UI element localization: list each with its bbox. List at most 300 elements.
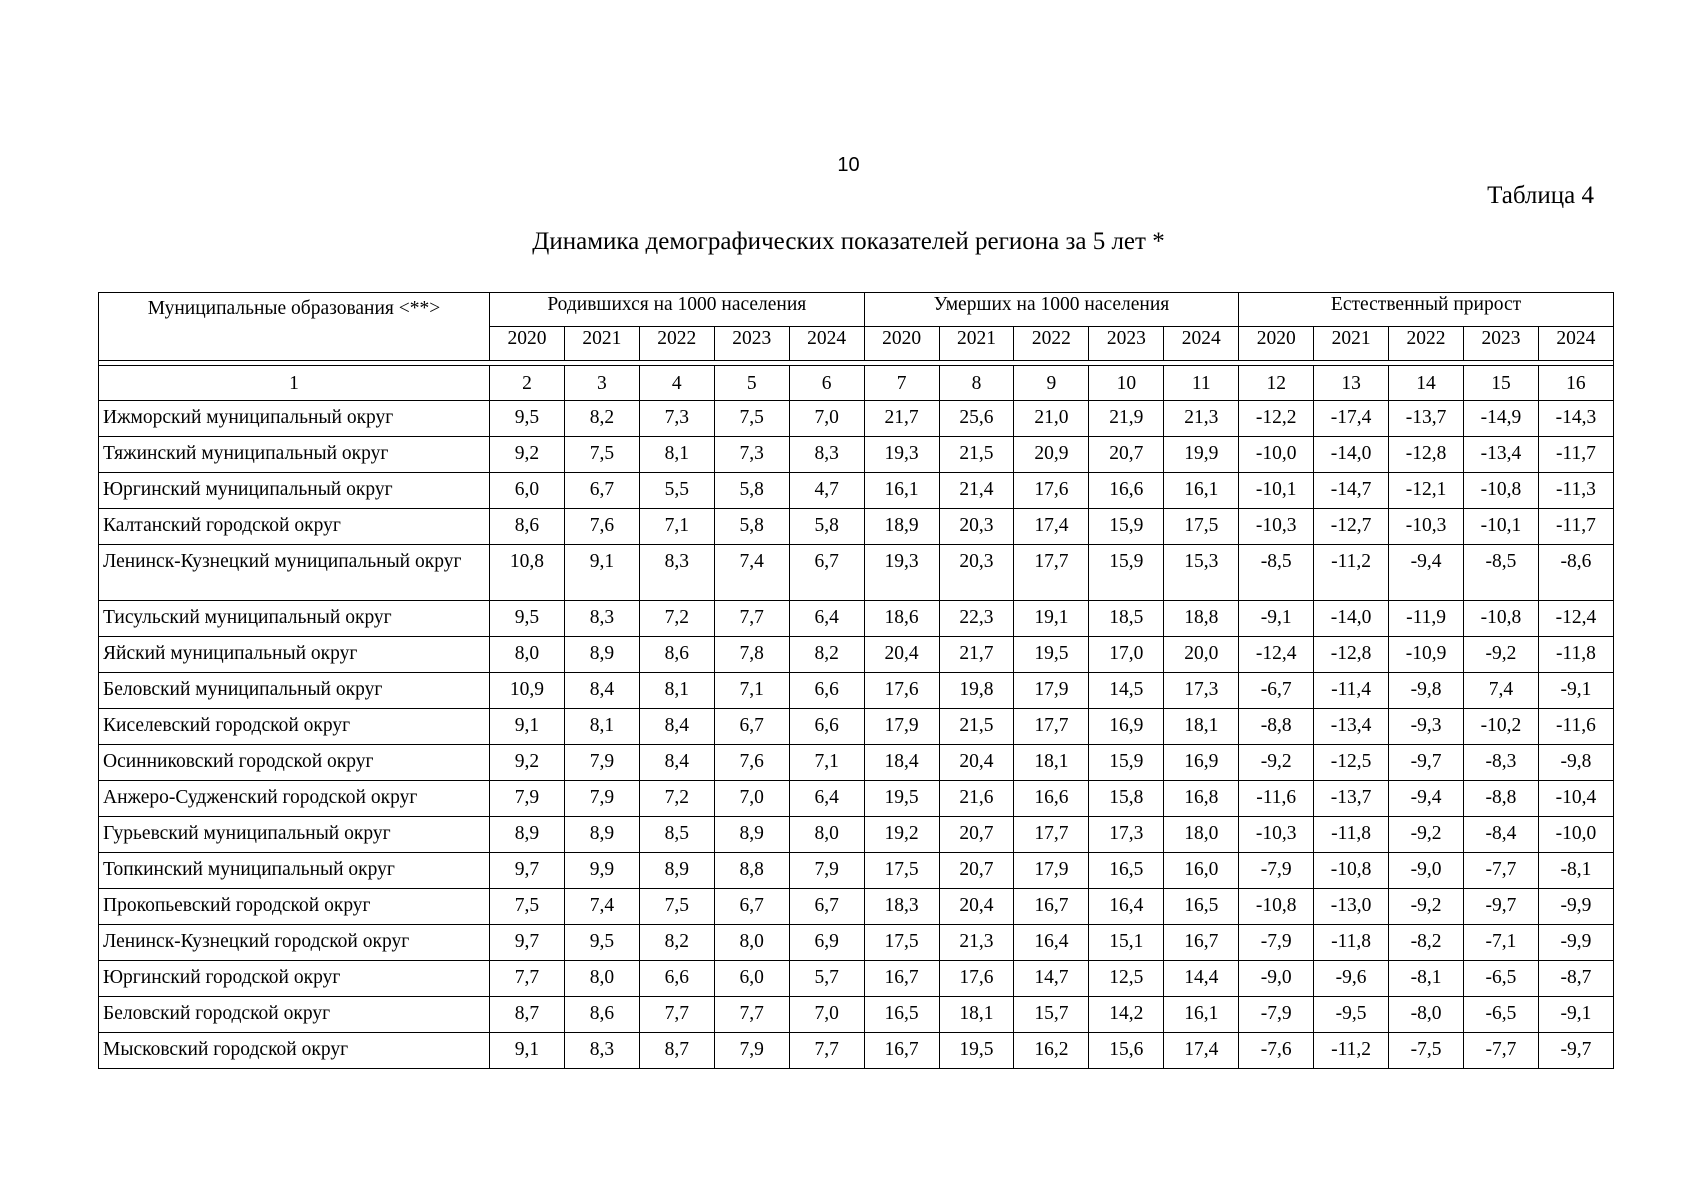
municipality-name-cell: Тисульский муниципальный округ xyxy=(99,601,490,637)
value-cell: -7,9 xyxy=(1239,925,1314,961)
value-cell: -8,1 xyxy=(1389,961,1464,997)
value-cell: -9,5 xyxy=(1314,997,1389,1033)
value-cell: -10,3 xyxy=(1389,509,1464,545)
column-number-cell: 6 xyxy=(789,366,864,401)
table-row xyxy=(99,961,1614,997)
value-cell: 19,9 xyxy=(1164,437,1239,473)
value-cell: 8,4 xyxy=(639,745,714,781)
header-year-cell: 2023 xyxy=(1464,327,1539,361)
value-cell: 7,6 xyxy=(564,509,639,545)
value-cell: 8,7 xyxy=(490,997,565,1033)
value-cell: 15,9 xyxy=(1089,509,1164,545)
municipality-name-cell: Беловский городской округ xyxy=(99,997,490,1033)
value-cell: -13,0 xyxy=(1314,889,1389,925)
value-cell: 7,1 xyxy=(639,509,714,545)
value-cell: 16,6 xyxy=(1014,781,1089,817)
municipality-name-cell: Прокопьевский городской округ xyxy=(99,889,490,925)
table-label: Таблица 4 xyxy=(1487,182,1594,209)
header-year-cell: 2024 xyxy=(789,327,864,361)
header-year-cell: 2024 xyxy=(1538,327,1613,361)
value-cell: 7,0 xyxy=(714,781,789,817)
value-cell: -11,3 xyxy=(1538,473,1613,509)
table-row xyxy=(99,673,1614,709)
value-cell: -13,7 xyxy=(1389,401,1464,437)
value-cell: 8,1 xyxy=(639,437,714,473)
value-cell: 17,4 xyxy=(1164,1033,1239,1069)
value-cell: -12,8 xyxy=(1314,637,1389,673)
value-cell: 8,3 xyxy=(564,1033,639,1069)
value-cell: -9,0 xyxy=(1239,961,1314,997)
value-cell: 21,5 xyxy=(939,437,1014,473)
header-year-cell: 2020 xyxy=(1239,327,1314,361)
value-cell: -9,7 xyxy=(1464,889,1539,925)
value-cell: -12,1 xyxy=(1389,473,1464,509)
value-cell: 8,2 xyxy=(789,637,864,673)
value-cell: -8,5 xyxy=(1464,545,1539,601)
column-number-cell: 9 xyxy=(1014,366,1089,401)
value-cell: 16,1 xyxy=(864,473,939,509)
value-cell: -6,7 xyxy=(1239,673,1314,709)
value-cell: 6,4 xyxy=(789,601,864,637)
value-cell: -10,1 xyxy=(1239,473,1314,509)
value-cell: -10,0 xyxy=(1239,437,1314,473)
value-cell: -8,8 xyxy=(1239,709,1314,745)
value-cell: -10,4 xyxy=(1538,781,1613,817)
value-cell: -8,3 xyxy=(1464,745,1539,781)
value-cell: -7,5 xyxy=(1389,1033,1464,1069)
column-number-cell: 7 xyxy=(864,366,939,401)
value-cell: 8,0 xyxy=(490,637,565,673)
column-number-cell: 10 xyxy=(1089,366,1164,401)
value-cell: 6,7 xyxy=(714,709,789,745)
value-cell: 6,7 xyxy=(789,889,864,925)
header-year-cell: 2022 xyxy=(639,327,714,361)
value-cell: 8,1 xyxy=(639,673,714,709)
value-cell: -7,1 xyxy=(1464,925,1539,961)
header-births-group: Родившихся на 1000 населения xyxy=(490,293,865,327)
value-cell: -14,7 xyxy=(1314,473,1389,509)
value-cell: 8,7 xyxy=(639,1033,714,1069)
value-cell: 16,9 xyxy=(1164,745,1239,781)
value-cell: 21,9 xyxy=(1089,401,1164,437)
value-cell: 16,6 xyxy=(1089,473,1164,509)
municipality-name-cell: Осинниковский городской округ xyxy=(99,745,490,781)
municipality-name-cell: Анжеро-Судженский городской округ xyxy=(99,781,490,817)
value-cell: -11,8 xyxy=(1314,817,1389,853)
value-cell: -14,0 xyxy=(1314,601,1389,637)
value-cell: -11,4 xyxy=(1314,673,1389,709)
header-growth-group: Естественный прирост xyxy=(1239,293,1614,327)
value-cell: -10,1 xyxy=(1464,509,1539,545)
value-cell: 9,7 xyxy=(490,925,565,961)
value-cell: -7,7 xyxy=(1464,1033,1539,1069)
value-cell: -11,2 xyxy=(1314,545,1389,601)
value-cell: 19,5 xyxy=(939,1033,1014,1069)
value-cell: 9,5 xyxy=(490,401,565,437)
value-cell: 20,7 xyxy=(939,853,1014,889)
value-cell: 20,7 xyxy=(1089,437,1164,473)
value-cell: 21,0 xyxy=(1014,401,1089,437)
value-cell: -6,5 xyxy=(1464,997,1539,1033)
value-cell: 8,3 xyxy=(789,437,864,473)
value-cell: -9,2 xyxy=(1464,637,1539,673)
column-number-cell: 12 xyxy=(1239,366,1314,401)
value-cell: -9,6 xyxy=(1314,961,1389,997)
table-row xyxy=(99,925,1614,961)
municipality-name-cell: Беловский муниципальный округ xyxy=(99,673,490,709)
value-cell: -11,6 xyxy=(1239,781,1314,817)
value-cell: 9,7 xyxy=(490,853,565,889)
table-row xyxy=(99,853,1614,889)
value-cell: 5,5 xyxy=(639,473,714,509)
value-cell: 6,0 xyxy=(490,473,565,509)
value-cell: -9,7 xyxy=(1538,1033,1613,1069)
value-cell: 14,4 xyxy=(1164,961,1239,997)
table-row xyxy=(99,817,1614,853)
value-cell: 21,6 xyxy=(939,781,1014,817)
value-cell: 10,8 xyxy=(490,545,565,601)
value-cell: 16,7 xyxy=(1164,925,1239,961)
value-cell: 9,2 xyxy=(490,745,565,781)
value-cell: 8,9 xyxy=(564,637,639,673)
header-row-column-numbers xyxy=(99,366,1614,401)
value-cell: 5,8 xyxy=(714,509,789,545)
value-cell: 7,4 xyxy=(1464,673,1539,709)
header-municipal: Муниципальные образования <**> xyxy=(99,293,490,361)
value-cell: 7,8 xyxy=(714,637,789,673)
value-cell: 19,3 xyxy=(864,545,939,601)
municipality-name-cell: Юргинский муниципальный округ xyxy=(99,473,490,509)
value-cell: 25,6 xyxy=(939,401,1014,437)
value-cell: -9,3 xyxy=(1389,709,1464,745)
value-cell: 7,7 xyxy=(490,961,565,997)
table-row xyxy=(99,601,1614,637)
value-cell: -8,6 xyxy=(1538,545,1613,601)
header-row-groups xyxy=(99,293,1614,327)
value-cell: 14,7 xyxy=(1014,961,1089,997)
value-cell: -8,4 xyxy=(1464,817,1539,853)
value-cell: 16,5 xyxy=(1089,853,1164,889)
value-cell: 18,5 xyxy=(1089,601,1164,637)
value-cell: 12,5 xyxy=(1089,961,1164,997)
value-cell: -9,7 xyxy=(1389,745,1464,781)
value-cell: 5,8 xyxy=(789,509,864,545)
table-row xyxy=(99,545,1614,601)
value-cell: 16,0 xyxy=(1164,853,1239,889)
value-cell: 17,3 xyxy=(1089,817,1164,853)
header-year-cell: 2022 xyxy=(1014,327,1089,361)
value-cell: 17,0 xyxy=(1089,637,1164,673)
municipality-name-cell: Ленинск-Кузнецкий городской округ xyxy=(99,925,490,961)
value-cell: 9,2 xyxy=(490,437,565,473)
value-cell: 7,3 xyxy=(639,401,714,437)
value-cell: 14,2 xyxy=(1089,997,1164,1033)
value-cell: 7,1 xyxy=(789,745,864,781)
municipality-name-cell: Мысковский городской округ xyxy=(99,1033,490,1069)
value-cell: -14,9 xyxy=(1464,401,1539,437)
value-cell: -11,7 xyxy=(1538,437,1613,473)
column-number-cell: 2 xyxy=(490,366,565,401)
value-cell: 18,6 xyxy=(864,601,939,637)
value-cell: -10,8 xyxy=(1314,853,1389,889)
value-cell: 7,9 xyxy=(490,781,565,817)
value-cell: -11,7 xyxy=(1538,509,1613,545)
value-cell: 16,4 xyxy=(1089,889,1164,925)
table-row xyxy=(99,509,1614,545)
value-cell: -8,1 xyxy=(1538,853,1613,889)
value-cell: 20,3 xyxy=(939,509,1014,545)
header-year-cell: 2024 xyxy=(1164,327,1239,361)
value-cell: 20,4 xyxy=(939,745,1014,781)
page-number: 10 xyxy=(837,154,860,176)
value-cell: -7,6 xyxy=(1239,1033,1314,1069)
value-cell: 5,8 xyxy=(714,473,789,509)
column-number-cell: 4 xyxy=(639,366,714,401)
value-cell: -8,2 xyxy=(1389,925,1464,961)
value-cell: 14,5 xyxy=(1089,673,1164,709)
table-row xyxy=(99,437,1614,473)
value-cell: 7,1 xyxy=(714,673,789,709)
value-cell: 9,5 xyxy=(564,925,639,961)
header-deaths-group: Умерших на 1000 населения xyxy=(864,293,1239,327)
value-cell: -8,7 xyxy=(1538,961,1613,997)
header-year-cell: 2020 xyxy=(864,327,939,361)
table-row xyxy=(99,889,1614,925)
value-cell: -9,1 xyxy=(1538,997,1613,1033)
value-cell: -9,1 xyxy=(1538,673,1613,709)
table-title: Динамика демографических показателей региона за 5 лет * xyxy=(532,228,1165,255)
value-cell: -9,2 xyxy=(1389,817,1464,853)
value-cell: 8,6 xyxy=(564,997,639,1033)
municipality-name-cell: Юргинский городской округ xyxy=(99,961,490,997)
value-cell: 18,1 xyxy=(1164,709,1239,745)
value-cell: 17,9 xyxy=(1014,673,1089,709)
value-cell: 8,3 xyxy=(564,601,639,637)
value-cell: 15,7 xyxy=(1014,997,1089,1033)
municipality-name-cell: Ижморский муниципальный округ xyxy=(99,401,490,437)
value-cell: 18,3 xyxy=(864,889,939,925)
value-cell: 9,1 xyxy=(490,1033,565,1069)
table-row xyxy=(99,637,1614,673)
value-cell: 7,2 xyxy=(639,601,714,637)
value-cell: 21,3 xyxy=(939,925,1014,961)
value-cell: 8,9 xyxy=(714,817,789,853)
value-cell: 15,6 xyxy=(1089,1033,1164,1069)
header-year-cell: 2022 xyxy=(1389,327,1464,361)
value-cell: 17,5 xyxy=(1164,509,1239,545)
value-cell: 19,5 xyxy=(1014,637,1089,673)
value-cell: 15,9 xyxy=(1089,545,1164,601)
value-cell: -10,9 xyxy=(1389,637,1464,673)
value-cell: 7,5 xyxy=(564,437,639,473)
value-cell: -11,8 xyxy=(1538,637,1613,673)
municipality-name-cell: Калтанский городской округ xyxy=(99,509,490,545)
value-cell: 17,5 xyxy=(864,853,939,889)
value-cell: 8,6 xyxy=(490,509,565,545)
value-cell: 7,3 xyxy=(714,437,789,473)
value-cell: -9,9 xyxy=(1538,889,1613,925)
municipality-name-cell: Ленинск-Кузнецкий муниципальный округ xyxy=(99,545,490,601)
value-cell: 9,1 xyxy=(490,709,565,745)
value-cell: 8,6 xyxy=(639,637,714,673)
value-cell: 18,4 xyxy=(864,745,939,781)
value-cell: 16,5 xyxy=(864,997,939,1033)
value-cell: 8,0 xyxy=(789,817,864,853)
value-cell: 19,3 xyxy=(864,437,939,473)
value-cell: 6,9 xyxy=(789,925,864,961)
value-cell: 7,0 xyxy=(789,997,864,1033)
value-cell: 6,6 xyxy=(639,961,714,997)
value-cell: 8,5 xyxy=(639,817,714,853)
table-body xyxy=(99,293,1614,1069)
value-cell: -9,0 xyxy=(1389,853,1464,889)
value-cell: -10,8 xyxy=(1239,889,1314,925)
value-cell: 9,9 xyxy=(564,853,639,889)
table-row xyxy=(99,781,1614,817)
header-year-cell: 2020 xyxy=(490,327,565,361)
value-cell: 6,6 xyxy=(789,709,864,745)
value-cell: 7,9 xyxy=(789,853,864,889)
value-cell: 15,1 xyxy=(1089,925,1164,961)
value-cell: 18,9 xyxy=(864,509,939,545)
value-cell: -13,4 xyxy=(1464,437,1539,473)
table-row xyxy=(99,1033,1614,1069)
column-number-cell: 5 xyxy=(714,366,789,401)
value-cell: 8,9 xyxy=(564,817,639,853)
value-cell: 17,3 xyxy=(1164,673,1239,709)
value-cell: 20,4 xyxy=(864,637,939,673)
value-cell: -9,4 xyxy=(1389,781,1464,817)
value-cell: -9,8 xyxy=(1538,745,1613,781)
value-cell: 19,2 xyxy=(864,817,939,853)
value-cell: -10,0 xyxy=(1538,817,1613,853)
value-cell: 16,7 xyxy=(1014,889,1089,925)
column-number-cell: 13 xyxy=(1314,366,1389,401)
value-cell: 6,7 xyxy=(564,473,639,509)
value-cell: -10,8 xyxy=(1464,473,1539,509)
column-number-cell: 1 xyxy=(99,366,490,401)
value-cell: 8,1 xyxy=(564,709,639,745)
value-cell: 17,6 xyxy=(939,961,1014,997)
value-cell: -9,8 xyxy=(1389,673,1464,709)
value-cell: -7,9 xyxy=(1239,997,1314,1033)
value-cell: 16,7 xyxy=(864,1033,939,1069)
value-cell: -10,3 xyxy=(1239,509,1314,545)
value-cell: 7,7 xyxy=(714,997,789,1033)
value-cell: -11,2 xyxy=(1314,1033,1389,1069)
value-cell: 8,2 xyxy=(639,925,714,961)
header-year-cell: 2021 xyxy=(564,327,639,361)
value-cell: -8,0 xyxy=(1389,997,1464,1033)
value-cell: 21,3 xyxy=(1164,401,1239,437)
value-cell: -9,1 xyxy=(1239,601,1314,637)
value-cell: 18,0 xyxy=(1164,817,1239,853)
value-cell: 7,9 xyxy=(564,781,639,817)
value-cell: 8,8 xyxy=(714,853,789,889)
value-cell: 21,7 xyxy=(864,401,939,437)
value-cell: 7,5 xyxy=(639,889,714,925)
value-cell: -8,8 xyxy=(1464,781,1539,817)
value-cell: 8,0 xyxy=(564,961,639,997)
value-cell: 16,5 xyxy=(1164,889,1239,925)
value-cell: 17,6 xyxy=(864,673,939,709)
header-year-cell: 2021 xyxy=(939,327,1014,361)
municipality-name-cell: Яйский муниципальный округ xyxy=(99,637,490,673)
value-cell: 7,9 xyxy=(714,1033,789,1069)
value-cell: 4,7 xyxy=(789,473,864,509)
value-cell: 8,3 xyxy=(639,545,714,601)
value-cell: 6,7 xyxy=(714,889,789,925)
value-cell: -12,5 xyxy=(1314,745,1389,781)
value-cell: 18,8 xyxy=(1164,601,1239,637)
value-cell: -9,2 xyxy=(1239,745,1314,781)
value-cell: -13,4 xyxy=(1314,709,1389,745)
value-cell: 17,7 xyxy=(1014,709,1089,745)
value-cell: -12,8 xyxy=(1389,437,1464,473)
value-cell: 17,9 xyxy=(864,709,939,745)
value-cell: -10,2 xyxy=(1464,709,1539,745)
header-year-cell: 2023 xyxy=(1089,327,1164,361)
value-cell: -7,7 xyxy=(1464,853,1539,889)
value-cell: -12,7 xyxy=(1314,509,1389,545)
value-cell: 20,9 xyxy=(1014,437,1089,473)
value-cell: -7,9 xyxy=(1239,853,1314,889)
value-cell: 8,4 xyxy=(564,673,639,709)
header-year-cell: 2023 xyxy=(714,327,789,361)
value-cell: 19,8 xyxy=(939,673,1014,709)
table-row xyxy=(99,745,1614,781)
value-cell: 7,4 xyxy=(714,545,789,601)
value-cell: 17,6 xyxy=(1014,473,1089,509)
value-cell: 18,1 xyxy=(939,997,1014,1033)
column-number-cell: 8 xyxy=(939,366,1014,401)
value-cell: -10,8 xyxy=(1464,601,1539,637)
value-cell: -11,8 xyxy=(1314,925,1389,961)
value-cell: -12,4 xyxy=(1538,601,1613,637)
column-number-cell: 14 xyxy=(1389,366,1464,401)
value-cell: 19,5 xyxy=(864,781,939,817)
value-cell: -11,6 xyxy=(1538,709,1613,745)
value-cell: 8,9 xyxy=(639,853,714,889)
value-cell: 19,1 xyxy=(1014,601,1089,637)
value-cell: 16,1 xyxy=(1164,473,1239,509)
value-cell: 7,4 xyxy=(564,889,639,925)
value-cell: -13,7 xyxy=(1314,781,1389,817)
value-cell: 8,4 xyxy=(639,709,714,745)
municipality-name-cell: Киселевский городской округ xyxy=(99,709,490,745)
value-cell: -6,5 xyxy=(1464,961,1539,997)
value-cell: 15,9 xyxy=(1089,745,1164,781)
value-cell: 20,7 xyxy=(939,817,1014,853)
value-cell: 7,0 xyxy=(789,401,864,437)
value-cell: 7,5 xyxy=(490,889,565,925)
table-row xyxy=(99,473,1614,509)
value-cell: 17,7 xyxy=(1014,545,1089,601)
value-cell: 17,9 xyxy=(1014,853,1089,889)
value-cell: 16,9 xyxy=(1089,709,1164,745)
column-number-cell: 3 xyxy=(564,366,639,401)
table-row xyxy=(99,709,1614,745)
value-cell: 8,0 xyxy=(714,925,789,961)
value-cell: 20,4 xyxy=(939,889,1014,925)
value-cell: -14,0 xyxy=(1314,437,1389,473)
municipality-name-cell: Тяжинский муниципальный округ xyxy=(99,437,490,473)
value-cell: 16,1 xyxy=(1164,997,1239,1033)
value-cell: 7,9 xyxy=(564,745,639,781)
value-cell: -14,3 xyxy=(1538,401,1613,437)
table-row xyxy=(99,401,1614,437)
value-cell: -9,2 xyxy=(1389,889,1464,925)
